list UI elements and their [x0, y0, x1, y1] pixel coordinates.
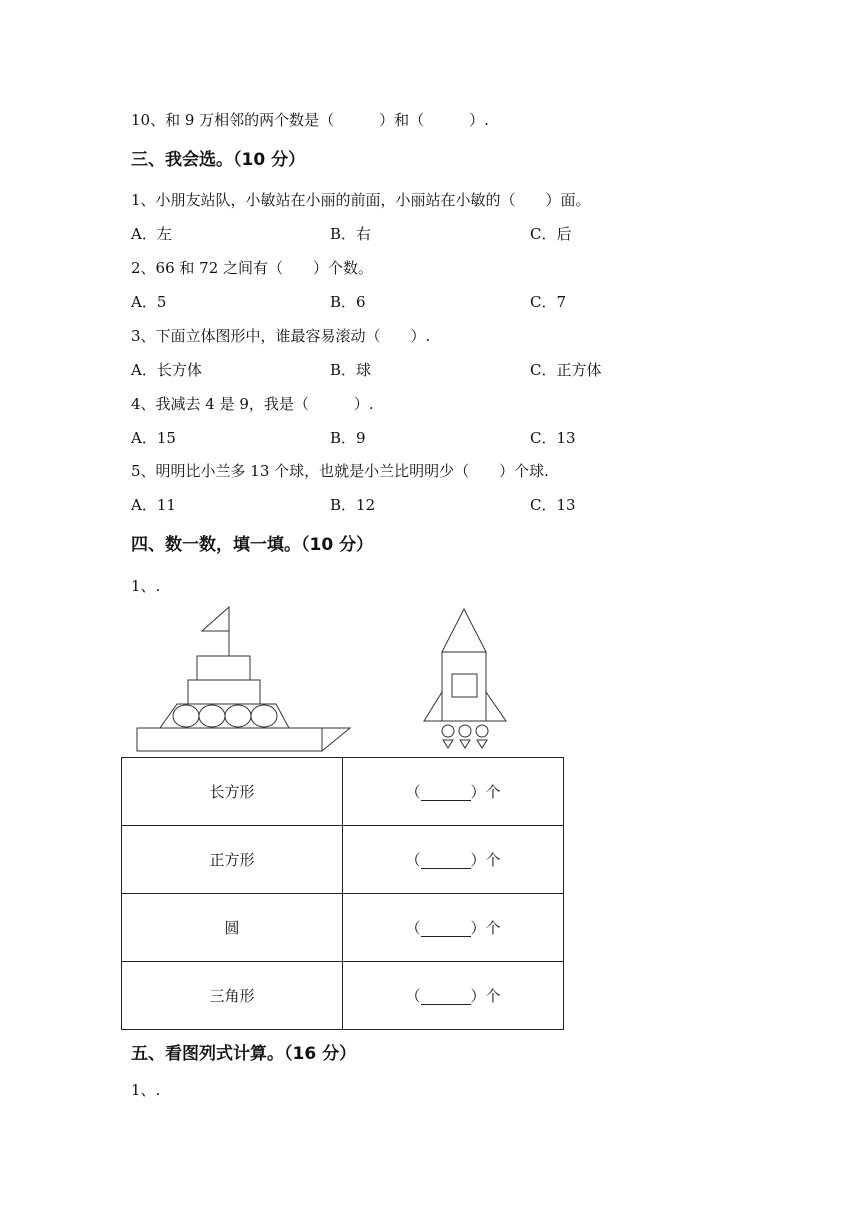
count-cell [343, 826, 564, 894]
sec5-question-1: 1、. [131, 1081, 161, 1099]
count-cell [343, 962, 564, 1030]
answer-blank[interactable] [421, 786, 471, 801]
bracket-open: （ [405, 851, 421, 869]
table-row [122, 758, 564, 826]
sec3-q5-option-b: B．12 [330, 496, 376, 514]
sec3-q1-option-c: C．后 [530, 225, 572, 243]
count-cell [343, 758, 564, 826]
table-row [122, 826, 564, 894]
shape-figures [130, 600, 520, 756]
bracket-open: （ [405, 919, 421, 937]
shape-name: 三角形 [122, 962, 343, 1030]
sec3-q4-option-b: B．9 [330, 429, 366, 447]
section-5-title: 五、看图列式计算。（16 分） [131, 1044, 357, 1064]
section-4-title: 四、数一数，填一填。（10 分） [131, 535, 374, 555]
sec3-q2-option-b: B．6 [330, 293, 366, 311]
sec3-question-3: 3、下面立体图形中，谁最容易滚动（ ）. [131, 327, 431, 345]
section-3-title: 三、我会选。（10 分） [131, 150, 306, 170]
sec3-q5-option-c: C．13 [530, 496, 576, 514]
sec3-q2-option-a: A．5 [131, 293, 167, 311]
sec3-question-5: 5、明明比小兰多 13 个球，也就是小兰比明明少（ ）个球. [131, 462, 549, 480]
sec3-q1-option-a: A．左 [131, 225, 172, 243]
sec3-q5-option-a: A．11 [131, 496, 176, 514]
sec4-question-1: 1、. [131, 577, 161, 595]
bracket-close: ）个 [470, 783, 501, 801]
question-10: 10、和 9 万相邻的两个数是（ ）和（ ）. [131, 111, 489, 129]
sec3-q1-option-b: B．右 [330, 225, 372, 243]
bracket-open: （ [405, 987, 421, 1005]
answer-blank[interactable] [421, 854, 471, 869]
sec3-q3-option-b: B．球 [330, 361, 372, 379]
answer-blank[interactable] [421, 990, 471, 1005]
sec3-question-2: 2、66 和 72 之间有（ ）个数。 [131, 259, 374, 277]
bracket-open: （ [405, 783, 421, 801]
bracket-close: ）个 [470, 987, 501, 1005]
bracket-close: ）个 [470, 919, 501, 937]
shape-count-table [121, 757, 564, 1030]
sec3-q4-option-a: A．15 [131, 429, 176, 447]
sec3-q4-option-c: C．13 [530, 429, 576, 447]
sec3-q3-option-c: C．正方体 [530, 361, 602, 379]
shape-name: 长方形 [122, 758, 343, 826]
table-row [122, 962, 564, 1030]
shape-name: 圆 [122, 894, 343, 962]
count-cell [343, 894, 564, 962]
sec3-q3-option-a: A．长方体 [131, 361, 202, 379]
answer-blank[interactable] [421, 922, 471, 937]
sec3-q2-option-c: C．7 [530, 293, 567, 311]
ship-drawing [137, 607, 350, 751]
table-row [122, 894, 564, 962]
rocket-drawing [424, 609, 506, 748]
sec3-question-4: 4、我减去 4 是 9，我是（ ）. [131, 395, 374, 413]
shape-name: 正方形 [122, 826, 343, 894]
sec3-question-1: 1、小朋友站队，小敏站在小丽的前面，小丽站在小敏的（ ）面。 [131, 191, 591, 209]
bracket-close: ）个 [470, 851, 501, 869]
